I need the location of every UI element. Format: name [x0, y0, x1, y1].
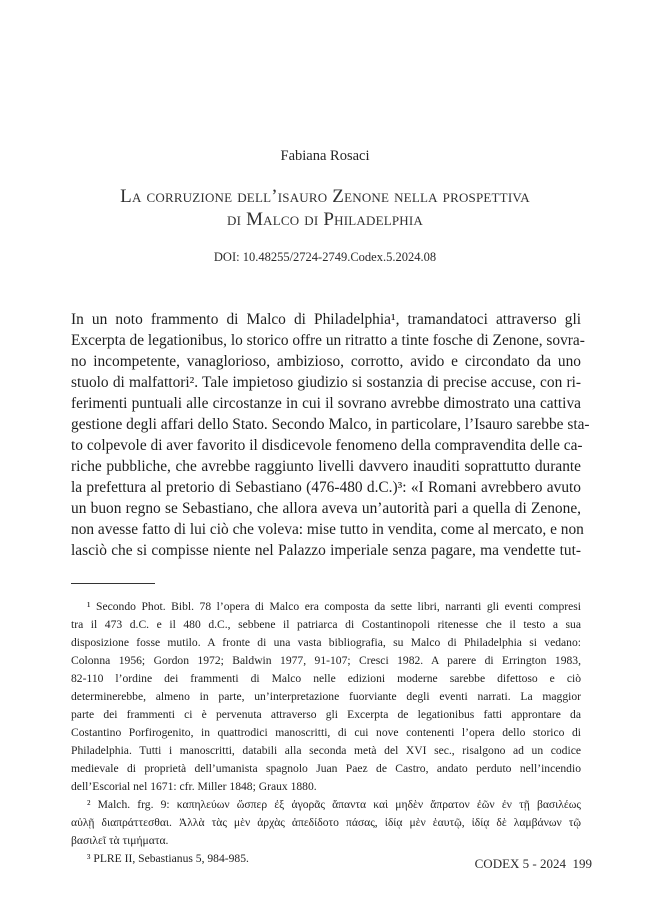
footnote-line: determinerebbe, almeno in parte, un’interpretazione fuorviante degli eventi narrati. La maggior [71, 690, 581, 703]
page-number: 199 [572, 856, 592, 871]
footnote-line: ³ PLRE II, Sebastianus 5, 984-985. [87, 852, 249, 865]
body-paragraph [71, 309, 590, 561]
footnote-line: Colonna 1956; Gordon 1972; Baldwin 1977, 91-107; Cresci 1982. A parere di Errington 1983, [71, 654, 581, 667]
body-line: non avesse fatto di lui ciò che voleva: mise tutto in vendita, come al mercato, e non [71, 521, 584, 538]
footnotes [71, 598, 581, 868]
footnote-line: dell’Escorial nel 1671: cfr. Miller 1848; Graux 1880. [71, 780, 317, 793]
body-line: lasciò che si compisse niente nel Palazzo imperiale senza pagare, ma vendette tut- [71, 542, 581, 559]
article-title-line-1: La corruzione dell’isauro Zenone nella prospettiva [120, 186, 530, 207]
doi-identifier: DOI: 10.48255/2724-2749.Codex.5.2024.08 [213, 250, 437, 264]
footnote-line: βασιλεῖ τὰ τιμήματα. [71, 834, 169, 847]
footnote-line: tra il 473 d.C. e il 480 d.C., sebbene il patriarca di Costantinopoli ritenesse che il testo a sua [71, 618, 581, 631]
footnote-separator [71, 583, 155, 584]
body-line: In un noto frammento di Malco di Philadelphia¹, tramandatoci attraverso gli [71, 311, 581, 328]
footnote-line: Philadelphia. Tutti i manoscritti, databili alla seconda metà del XVI sec., risalgono ad un codice [71, 744, 581, 757]
body-line: stuolo di malfattori². Tale impietoso giudizio si sostanzia di precise accuse, con ri- [71, 374, 581, 391]
page-footer [0, 856, 650, 876]
body-line: Excerpta de legationibus, lo storico offre un ritratto a tinte fosche di Zenone, sovra- [71, 332, 585, 349]
body-line: no incompetente, vanaglorioso, ambizioso, corrotto, avido e circondato da uno [71, 353, 581, 370]
journal-name: CODEX 5 - 2024 [474, 856, 566, 871]
body-line: la prefettura al pretorio di Sebastiano (476-480 d.C.)³: «I Romani avrebbero avuto [71, 479, 581, 496]
footnote-line: ² Malch. frg. 9: καπηλεύων ὥσπερ ἐξ ἀγορᾶς ἅπαντα καὶ μηδὲν ἄπρατον ἐῶν ἐν τῇ βασιλέως [87, 798, 581, 811]
article-title-line-2: di Malco di Philadelphia [227, 209, 423, 230]
footnote-line: parte dei frammenti ci è pervenuta attraverso gli Excerpta de legationibus fatti approntare da [71, 708, 581, 721]
footnote-line: ¹ Secondo Phot. Bibl. 78 l’opera di Malco era composta da sette libri, narranti gli eventi compresi [87, 600, 581, 613]
footnote-line: medievale di proprietà dell’umanista spagnolo Juan Paez de Castro, andato perduto nell’incendio [71, 762, 581, 775]
body-line: gestione degli affari dello Stato. Secondo Malco, in particolare, l’Isauro sarebbe sta- [71, 416, 590, 433]
footnote-line: Costantino Porfirogenito, in quattrodici manoscritti, di cui nove contenenti l’opera dello storico di [71, 726, 581, 739]
footnote-line: 82-110 l’ordine dei frammenti di Malco nelle edizioni moderne sarebbe difettoso e ciò [71, 672, 581, 685]
footnote-line: disposizione fosse mutilo. A fronte di una vasta bibliografia, su Malco di Philadelphia si vedano: [71, 636, 581, 649]
body-line: un buon regno se Sebastiano, che allora aveva un’autorità pari a quella di Zenone, [71, 500, 581, 517]
footnote-line: αὐλῇ διαπράττεσθαι. Ἀλλὰ τὰς μὲν ἀρχὰς ἀπεδίδοτο πάσας, ἰδίᾳ μὲν ἑαυτῷ, ἰδίᾳ δὲ λαμβάνων τῷ [71, 816, 581, 829]
body-line: riche pubbliche, che avrebbe raggiunto livelli davvero inauditi soprattutto durante [71, 458, 581, 475]
body-line: ferimenti puntuali alle circostanze in cui il sovrano avrebbe dimostrato una cattiva [71, 395, 581, 412]
body-line: to colpevole di aver favorito il disdicevole fenomeno della compravendita delle ca- [71, 437, 583, 454]
author-name: Fabiana Rosaci [280, 148, 370, 164]
